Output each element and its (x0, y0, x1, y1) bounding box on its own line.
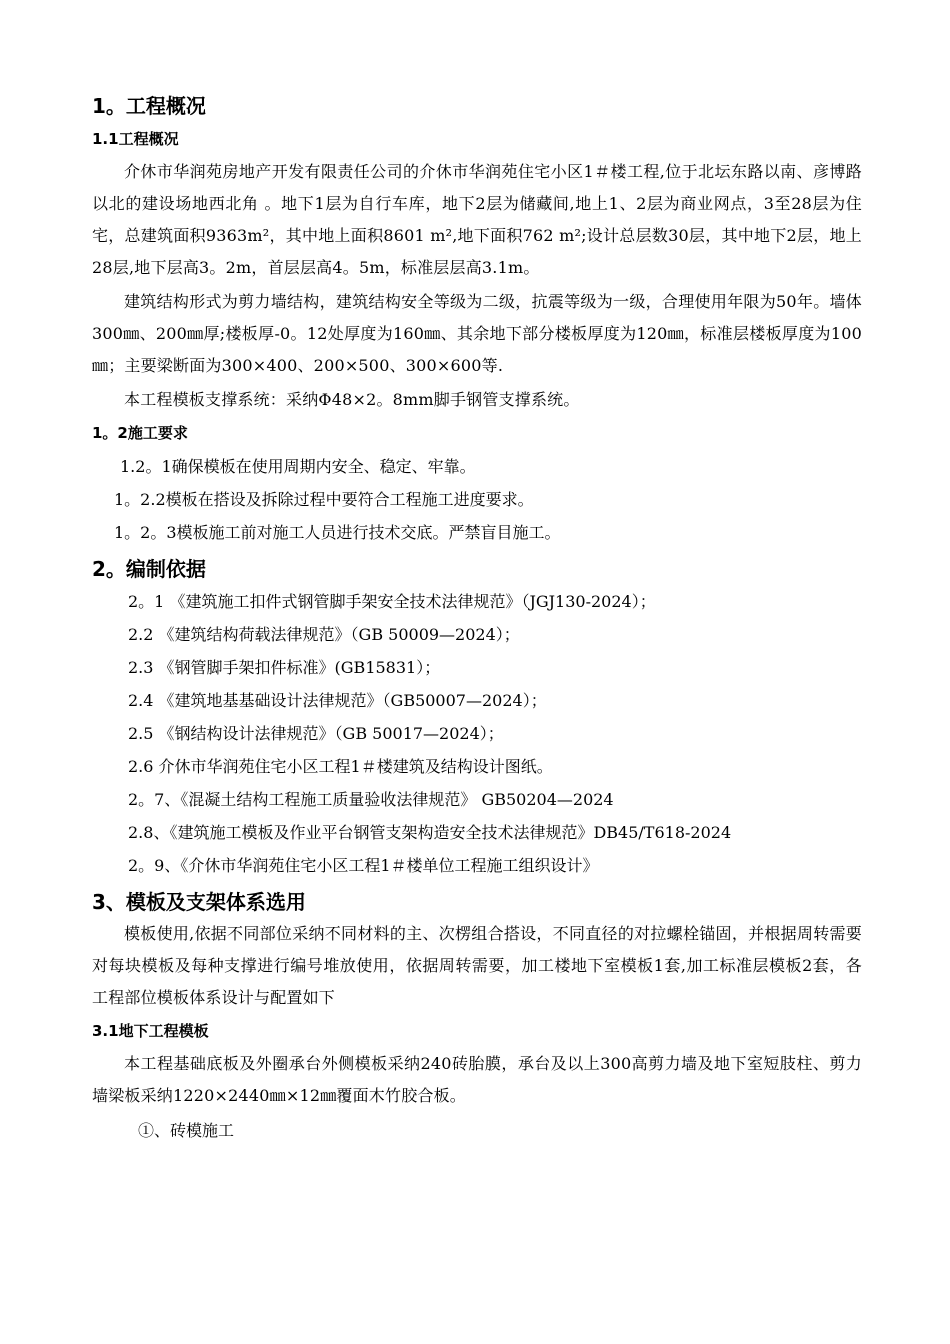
section-3-1-title: 3.1地下工程模板 (92, 1022, 209, 1040)
reference-item: 2.5 《钢结构设计法律规范》（GB 50017—2024）； (128, 724, 504, 743)
section-1-1-paragraph-3: 本工程模板支撑系统：采纳Φ48×2。8mm脚手钢管支撑系统。 (124, 390, 580, 409)
reference-item: 2.3 《钢管脚手架扣件标准》(GB15831）； (128, 658, 441, 677)
reference-item: 2.6 介休市华润苑住宅小区工程1＃楼建筑及结构设计图纸。 (128, 757, 553, 776)
reference-item: 2。1 《建筑施工扣件式钢管脚手架安全技术法律规范》（JGJ130-2024）； (128, 592, 656, 611)
document-content (92, 90, 862, 1147)
section-1-1-title: 1.1工程概况 (92, 130, 179, 148)
reference-item: 2。9、《介休市华润苑住宅小区工程1＃楼单位工程施工组织设计》 (128, 856, 599, 875)
requirement-1: 1.2。1确保模板在使用周期内安全、稳定、牢靠。 (120, 457, 476, 476)
section-3-1-item-1: ①、砖模施工 (138, 1121, 235, 1140)
requirement-3: 1。2。3模板施工前对施工人员进行技术交底。严禁盲目施工。 (114, 523, 561, 542)
section-3-title: 3、模板及支架体系选用 (92, 890, 306, 914)
section-1-title: 1。工程概况 (92, 94, 206, 118)
section-3-1-paragraph: 本工程基础底板及外圈承台外侧模板采纳240砖胎膜，承台及以上300高剪力墙及地下室短肢柱、剪力墙梁板采纳1220×2440㎜×12㎜覆面木竹胶合板。 (92, 1054, 862, 1105)
section-2-title: 2。编制依据 (92, 557, 206, 581)
requirement-2: 1。2.2模板在搭设及拆除过程中要符合工程施工进度要求。 (114, 490, 534, 509)
reference-item: 2.8、《建筑施工模板及作业平台钢管支架构造安全技术法律规范》DB45/T618-2024 (128, 823, 732, 842)
section-1-2-title: 1。2施工要求 (92, 424, 188, 442)
section-1-1-paragraph-2: 建筑结构形式为剪力墙结构，建筑结构安全等级为二级，抗震等级为一级，合理使用年限为50年。墙体300㎜、200㎜厚;楼板厚-0。12处厚度为160㎜、其余地下部分楼板厚度为120㎜，标准层楼板厚度为100㎜；主要梁断面为300×400、200×500、300×600等. (92, 292, 862, 375)
reference-item: 2。7、《混凝土结构工程施工质量验收法律规范》 GB50204—2024 (128, 790, 614, 809)
section-1-1-paragraph-1: 介休市华润苑房地产开发有限责任公司的介休市华润苑住宅小区1＃楼工程,位于北坛东路以南、彦博路以北的建设场地西北角 。地下1层为自行车库，地下2层为储藏间,地上1、2层为商业网点，3至28层为住宅，总建筑面积9363m²，其中地上面积8601 m²,地下面积762 m²;设计总层数30层，其中地下2层，地上28层,地下层高3。2m，首层层高4。5m，标准层层高3.1m。 (92, 162, 862, 277)
reference-item: 2.2 《建筑结构荷载法律规范》（GB 50009—2024）； (128, 625, 520, 644)
reference-item: 2.4 《建筑地基基础设计法律规范》（GB50007—2024）； (128, 691, 547, 710)
section-3-paragraph-1: 模板使用,依据不同部位采纳不同材料的主、次楞组合搭设，不同直径的对拉螺栓锚固，并根据周转需要对每块模板及每种支撑进行编号堆放使用，依据周转需要，加工楼地下室模板1套,加工标准层模板2套，各工程部位模板体系设计与配置如下 (92, 924, 862, 1007)
